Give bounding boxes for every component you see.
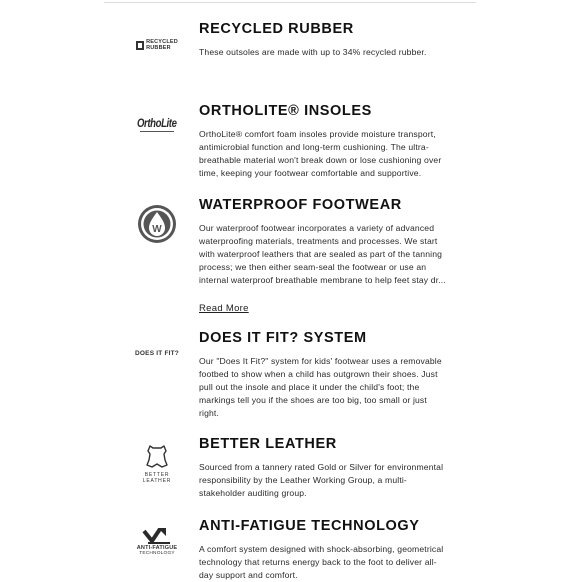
feature-title: WATERPROOF FOOTWEAR — [199, 197, 402, 213]
leather-hide-icon: BETTER LEATHER — [130, 439, 184, 489]
does-it-fit-icon: DOES IT FIT? — [135, 349, 179, 357]
section-divider — [104, 2, 476, 3]
feature-description: Our "Does It Fit?" system for kids' footwear uses a removable footbed to show when a child has outgrown their shoes. Just pull out the insole and place it under the child's foot; the markings tell you if the shoes are too big, too small or just right. — [199, 356, 442, 418]
feature-description: Sourced from a tannery rated Gold or Silver for environmental responsibility by the Leather Working Group, a multi-stakeholder auditing group. — [199, 462, 444, 498]
svg-text:W: W — [152, 224, 162, 235]
feature-description: These outsoles are made with up to 34% recycled rubber. — [199, 47, 427, 57]
feature-title: BETTER LEATHER — [199, 436, 337, 452]
feature-title: ANTI-FATIGUE TECHNOLOGY — [199, 518, 420, 534]
waterproof-drop-icon — [130, 202, 184, 246]
recycled-rubber-icon: RECYCLED RUBBER — [130, 36, 184, 54]
feature-title: ORTHOLITE® INSOLES — [199, 103, 372, 119]
feature-description: OrthoLite® comfort foam insoles provide moisture transport, antimicrobial function and long-term cushioning. The ultra-breathable material won't break down or lose cushioning over time, keeping your footwear comfortable and supportive. — [199, 129, 442, 178]
feature-description: A comfort system designed with shock-absorbing, geometrical technology that returns energy back to the foot to deliver all-day support and comfort. — [199, 544, 444, 580]
anti-fatigue-icon: ANTI-FATIGUE TECHNOLOGY — [130, 521, 184, 561]
read-more-link[interactable]: Read More — [199, 303, 249, 314]
feature-title: DOES IT FIT? SYSTEM — [199, 330, 367, 346]
feature-title: RECYCLED RUBBER — [199, 21, 354, 37]
ortholite-icon: OrthoLite — [130, 112, 184, 138]
feature-description: Our waterproof footwear incorporates a variety of advanced waterproofing materials, treatments and processes. We start with waterproof leathers that are sealed as part of the tanning process; we then either seam-seal the footwear or use an internal waterproof breathable membrane to help feet stay dr... — [199, 223, 446, 285]
